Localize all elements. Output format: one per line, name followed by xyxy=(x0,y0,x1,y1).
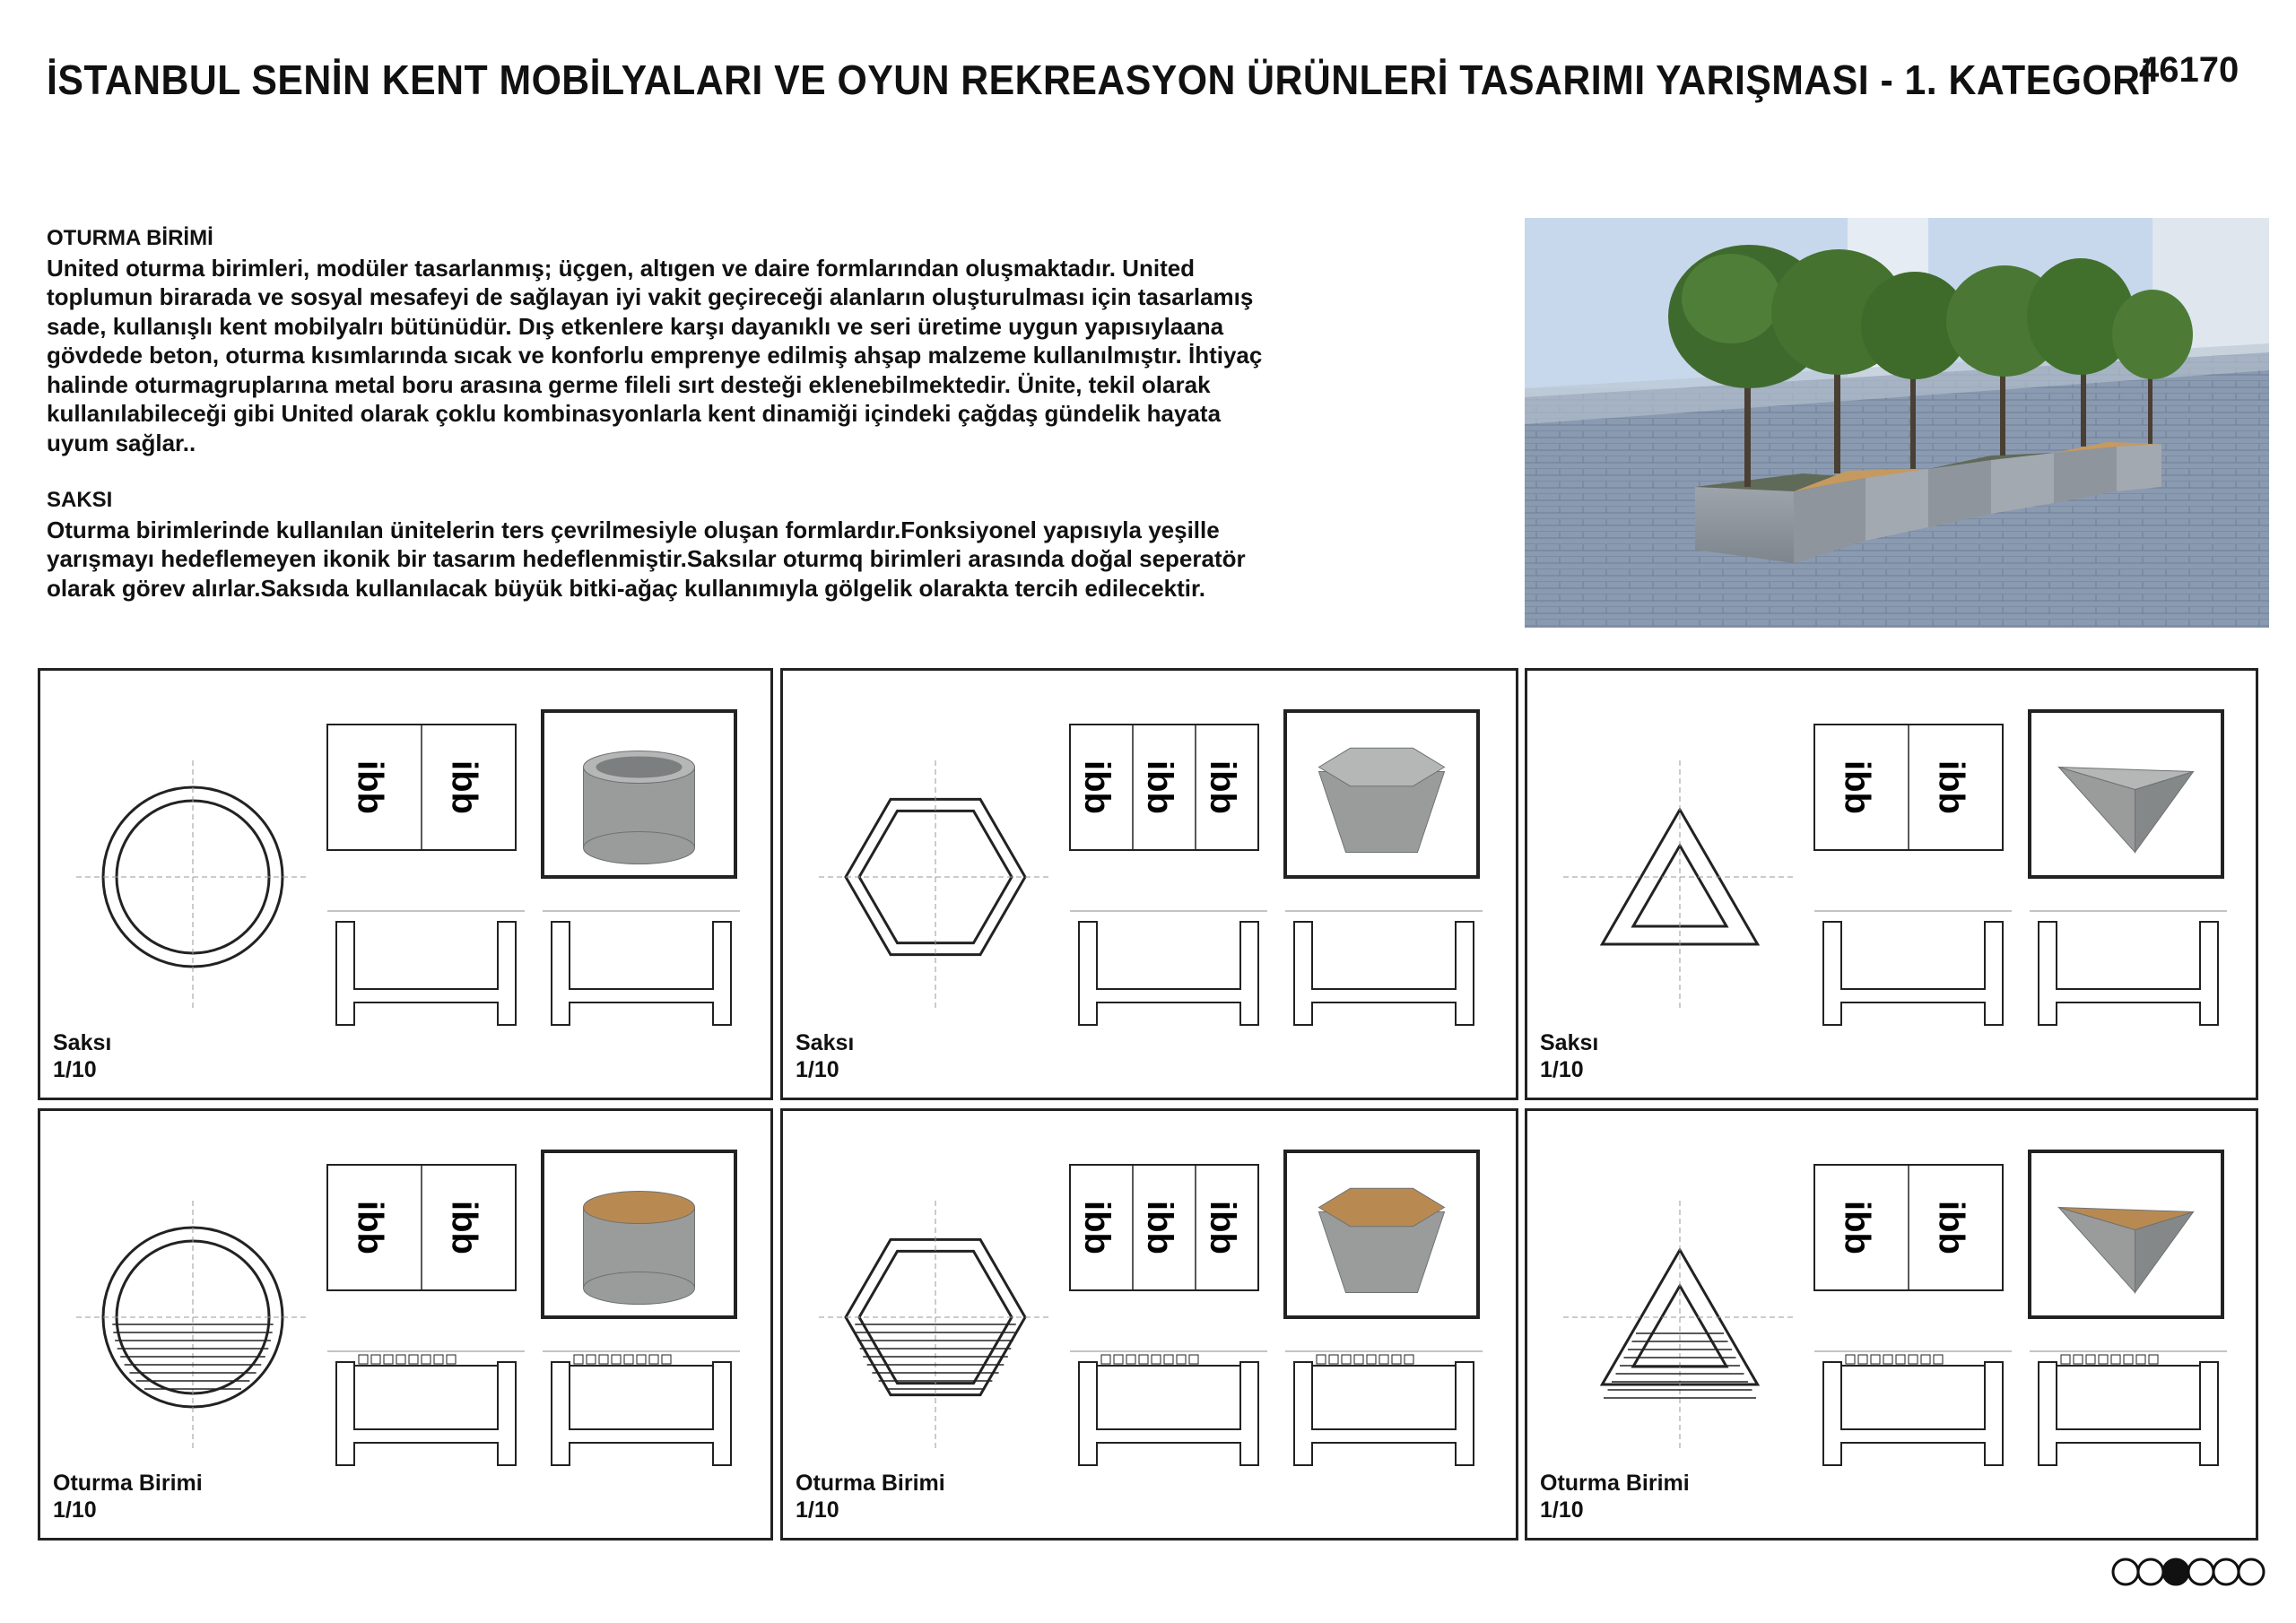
ibb-logo-mark: ibb xyxy=(1077,1201,1117,1254)
seat-slat-section xyxy=(1139,1355,1148,1364)
ibb-logo-mark: ibb xyxy=(1140,1201,1179,1254)
oturma-line: sade, kullanışlı kent mobilyalrı bütünüdür. Dış etkenlere karşı dayanıklı ve seri üretime uygun yapısıylaana xyxy=(47,312,1224,340)
seat-slat-section xyxy=(1189,1355,1198,1364)
oturma-line: United oturma birimleri, modüler tasarlanmış; üçgen, altıgen ve daire formlarından oluşmaktadır. United xyxy=(47,254,1196,282)
panel-seat-circle xyxy=(38,1108,773,1541)
render-top xyxy=(584,1192,695,1224)
drawing-group xyxy=(1563,711,2227,1025)
section-heading-oturma: OTURMA BİRİMİ xyxy=(47,226,213,250)
panel-title: Oturma Birimi xyxy=(53,1471,203,1496)
panel-seat-hexagon xyxy=(780,1108,1518,1541)
panel-scale: 1/10 xyxy=(796,1057,839,1082)
seat-slat-section xyxy=(447,1355,456,1364)
seat-slat-section xyxy=(2124,1355,2133,1364)
ibb-logo-mark: ibb xyxy=(1203,760,1242,814)
panel-title: Oturma Birimi xyxy=(796,1471,945,1496)
oturma-line: gövdede beton, oturma kısımlarında sıcak ve konforlu emprenye edilmiş ahşap malzeme kullanılmıştır. İhtiyaç xyxy=(47,342,1263,369)
panel-seat-triangle xyxy=(1525,1108,2258,1541)
section-outline xyxy=(1823,922,2003,1025)
oturma-line: halinde oturmagruplarına metal boru arasına germe fileli sırt desteği eklenebilmektedir. Ünite, tekil olarak xyxy=(47,370,1211,398)
panel-label xyxy=(796,1029,854,1083)
street-render-image xyxy=(1525,218,2269,628)
oturma-line: uyum sağlar.. xyxy=(47,429,196,456)
saksi-line: olarak görev alırlar.Saksıda kullanılacak büyük bitki-ağaç kullanımıyla gölgelik olarakta tercih edilecektir. xyxy=(47,574,1205,602)
render-svg xyxy=(1525,218,2269,628)
drawing-svg xyxy=(1527,671,2256,1098)
seat-slat-section xyxy=(1405,1355,1413,1364)
seat-slat-section xyxy=(1379,1355,1388,1364)
entry-code: 46170 xyxy=(2139,50,2239,90)
panel-label xyxy=(796,1470,945,1523)
panel-scale: 1/10 xyxy=(1540,1057,1584,1082)
render-base xyxy=(584,832,695,864)
panel-title: Saksı xyxy=(1540,1030,1599,1055)
panel-label xyxy=(1540,1029,1598,1083)
ibb-logo-mark: ibb xyxy=(350,760,390,814)
seat-slat-section xyxy=(1392,1355,1401,1364)
page-dot xyxy=(2213,1559,2239,1584)
oturma-line: kullanılabileceği gibi United olarak çoklu kombinasyonlarla kent dinamiği içindeki çağdaş gündelik hayata xyxy=(47,400,1222,427)
panel-label xyxy=(53,1470,203,1523)
seat-slat-section xyxy=(1858,1355,1867,1364)
seat-slat-section xyxy=(1317,1355,1326,1364)
seat-slat-section xyxy=(2111,1355,2120,1364)
page-dot xyxy=(2188,1559,2213,1584)
seat-slat-section xyxy=(2061,1355,2070,1364)
ibb-logo-mark: ibb xyxy=(444,1201,484,1254)
seat-slat-section xyxy=(1934,1355,1943,1364)
description-block xyxy=(47,224,1374,603)
section-outline xyxy=(552,922,731,1025)
panel-saksi-circle xyxy=(38,668,773,1100)
seat-slat-section xyxy=(1342,1355,1351,1364)
drawing-group xyxy=(819,1151,1483,1465)
ibb-logo-mark: ibb xyxy=(350,1201,390,1254)
panel-title: Saksı xyxy=(53,1030,112,1055)
drawing-group xyxy=(819,711,1483,1025)
panel-saksi-hexagon xyxy=(780,668,1518,1100)
page-dot xyxy=(2113,1559,2138,1584)
seat-slat-section xyxy=(434,1355,443,1364)
seat-slat-section xyxy=(662,1355,671,1364)
seat-slat-section xyxy=(2086,1355,2095,1364)
panel-scale: 1/10 xyxy=(1540,1497,1584,1523)
page-dot xyxy=(2163,1559,2188,1584)
drawing-svg xyxy=(40,671,770,1098)
seat-slat-section xyxy=(2136,1355,2145,1364)
ibb-logo-mark: ibb xyxy=(1931,760,1971,814)
seat-slat-section xyxy=(649,1355,658,1364)
seat-slat-section xyxy=(637,1355,646,1364)
section-outline xyxy=(1079,1362,1258,1465)
seat-slat-section xyxy=(1846,1355,1855,1364)
panel-scale: 1/10 xyxy=(53,1057,97,1082)
seat-slat-section xyxy=(1921,1355,1930,1364)
ibb-logo-mark: ibb xyxy=(444,760,484,814)
section-outline xyxy=(552,1362,731,1465)
seat-slat-section xyxy=(612,1355,621,1364)
seat-slat-section xyxy=(359,1355,368,1364)
section-outline xyxy=(1294,922,1474,1025)
seat-slat-section xyxy=(1101,1355,1110,1364)
seat-slat-section xyxy=(1164,1355,1173,1364)
seat-slat-section xyxy=(1329,1355,1338,1364)
seat-slat-section xyxy=(1354,1355,1363,1364)
seat-slat-section xyxy=(2099,1355,2108,1364)
seat-slat-section xyxy=(1367,1355,1376,1364)
seat-slat-section xyxy=(624,1355,633,1364)
seat-slat-section xyxy=(2149,1355,2158,1364)
render-base xyxy=(584,1272,695,1305)
seat-slat-section xyxy=(587,1355,596,1364)
seat-slat-section xyxy=(1177,1355,1186,1364)
seat-slat-section xyxy=(1896,1355,1905,1364)
seat-slat-section xyxy=(1871,1355,1880,1364)
drawing-svg xyxy=(783,671,1516,1098)
drawing-group xyxy=(76,1151,740,1465)
page-dot xyxy=(2239,1559,2264,1584)
section-outline xyxy=(2039,1362,2218,1465)
section-heading-saksi: SAKSI xyxy=(47,488,113,512)
section-outline xyxy=(336,1362,516,1465)
seat-slat-section xyxy=(1126,1355,1135,1364)
page-indicator xyxy=(2108,1554,2269,1590)
seat-slat-section xyxy=(409,1355,418,1364)
seat-slat-section xyxy=(1114,1355,1123,1364)
seat-slat-section xyxy=(371,1355,380,1364)
section-outline xyxy=(2039,922,2218,1025)
page-title: İSTANBUL SENİN KENT MOBİLYALARI VE OYUN REKREASYON ÜRÜNLERİ TASARIMI YARIŞMASI - 1. KATEGORİ xyxy=(47,56,2152,103)
seat-slat-section xyxy=(422,1355,430,1364)
section-outline xyxy=(336,922,516,1025)
panel-saksi-triangle xyxy=(1525,668,2258,1100)
page-dot xyxy=(2138,1559,2163,1584)
seat-slat-section xyxy=(1909,1355,1918,1364)
saksi-line: Oturma birimlerinde kullanılan ünitelerin ters çevrilmesiyle oluşan formlardır.Fonksiyonel yapısıyla yeşille xyxy=(47,516,1220,543)
drawing-group xyxy=(76,711,740,1025)
panel-scale: 1/10 xyxy=(796,1497,839,1523)
seat-slat-section xyxy=(574,1355,583,1364)
panel-scale: 1/10 xyxy=(53,1497,97,1523)
seat-slat-section xyxy=(1883,1355,1892,1364)
seat-slat-section xyxy=(1152,1355,1161,1364)
panel-label xyxy=(1540,1470,1690,1523)
ibb-logo-mark: ibb xyxy=(1837,760,1877,814)
section-outline xyxy=(1294,1362,1474,1465)
ibb-logo-mark: ibb xyxy=(1203,1201,1242,1254)
seat-slat-section xyxy=(396,1355,405,1364)
seat-slat-section xyxy=(384,1355,393,1364)
ibb-logo-mark: ibb xyxy=(1077,760,1117,814)
ibb-logo-mark: ibb xyxy=(1931,1201,1971,1254)
panel-label xyxy=(53,1029,111,1083)
section-outline xyxy=(1079,922,1258,1025)
oturma-line: toplumun birarada ve sosyal mesafeyi de sağlayan iyi vakit geçireceği alanların oluşturulması için tasarlamış xyxy=(47,283,1254,310)
panel-title: Saksı xyxy=(796,1030,855,1055)
ibb-logo-mark: ibb xyxy=(1140,760,1179,814)
ibb-logo-mark: ibb xyxy=(1837,1201,1877,1254)
seat-slat-section xyxy=(599,1355,608,1364)
panel-title: Oturma Birimi xyxy=(1540,1471,1690,1496)
saksi-line: yarışmayı hedeflemeyen ikonik bir tasarım hedeflenmiştir.Saksılar oturmq birimleri arasında doğal seperatör xyxy=(47,545,1246,572)
drawing-group xyxy=(1563,1151,2227,1465)
seat-slat-section xyxy=(2074,1355,2083,1364)
render-opening xyxy=(596,757,683,778)
section-outline xyxy=(1823,1362,2003,1465)
